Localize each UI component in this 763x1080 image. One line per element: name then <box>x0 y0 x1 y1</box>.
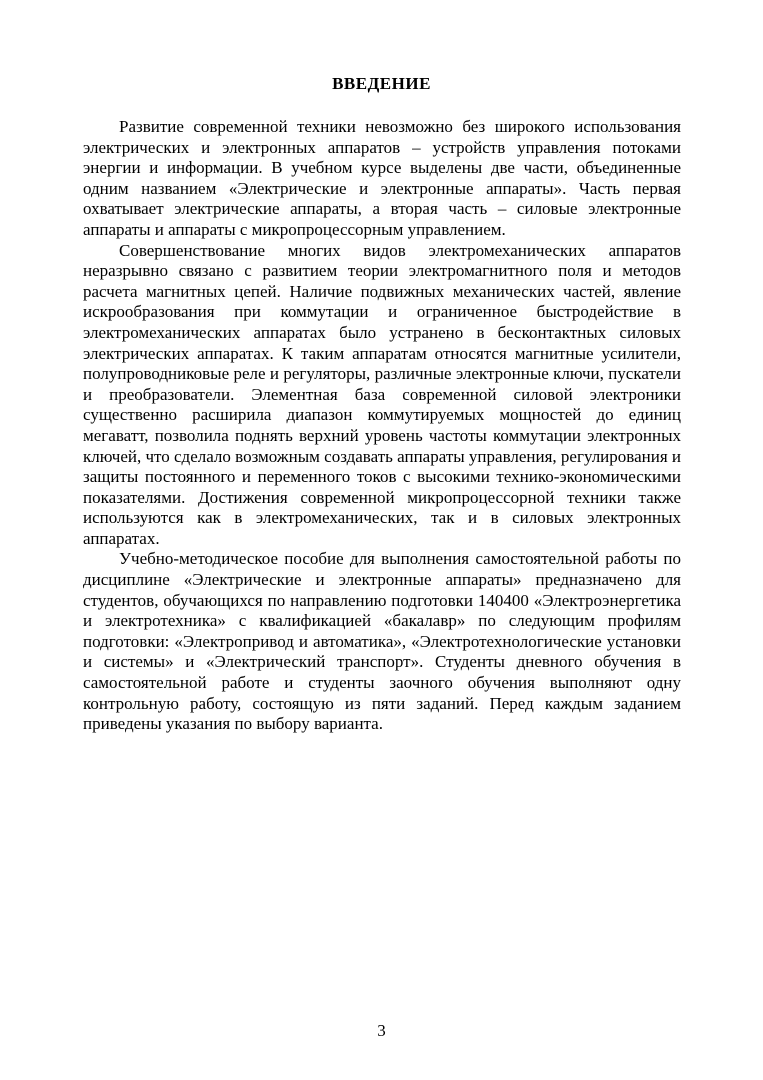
page-number: 3 <box>377 1021 386 1040</box>
paragraph-2: Совершенствование многих видов электромеханических аппаратов неразрывно связано с развитием теории электромагнитного поля и методов расчета магнитных цепей. Наличие подвижных механических частей, явление искрообразования при коммутации и ограниченное быстродействие в электромеханических аппаратах было устранено в бесконтактных силовых электрических аппаратах. К таким аппаратам относятся магнитные усилители, полупроводниковые реле и регуляторы, различные электронные ключи, пускатели и преобразователи. Элементная база современной силовой электроники существенно расширила диапазон коммутируемых мощностей до единиц мегаватт, позволила поднять верхний уровень частоты коммутации электронных ключей, что сделало возможным создавать аппараты управления, регулирования и защиты постоянного и переменного токов с высокими технико-экономическими показателями. Достижения современной микропроцессорной техники также используются как в электромеханических, так и в силовых электронных аппаратах. <box>83 240 681 548</box>
paragraph-1: Развитие современной техники невозможно без широкого использования электрических и электронных аппаратов – устройств управления потоками энергии и информации. В учебном курсе выделены две части, объединенные одним названием «Электрические и электронные аппараты». Часть первая охватывает электрические аппараты, а вторая часть – силовые электронные аппараты и аппараты с микропроцессорным управлением. <box>83 117 681 239</box>
body-text <box>83 117 681 735</box>
page-title: ВВЕДЕНИЕ <box>332 74 431 93</box>
paragraph-3: Учебно-методическое пособие для выполнения самостоятельной работы по дисциплине «Электрические и электронные аппараты» предназначено для студентов, обучающихся по направлению подготовки 140400 «Электроэнергетика и электротехника» с квалификацией «бакалавр» по следующим профилям подготовки: «Электропривод и автоматика», «Электротехнологические установки и системы» и «Электрический транспорт». Студенты дневного обучения в самостоятельной работе и студенты заочного обучения выполняют одну контрольную работу, состоящую из пяти заданий. Перед каждым заданием приведены указания по выбору варианта. <box>83 549 681 734</box>
